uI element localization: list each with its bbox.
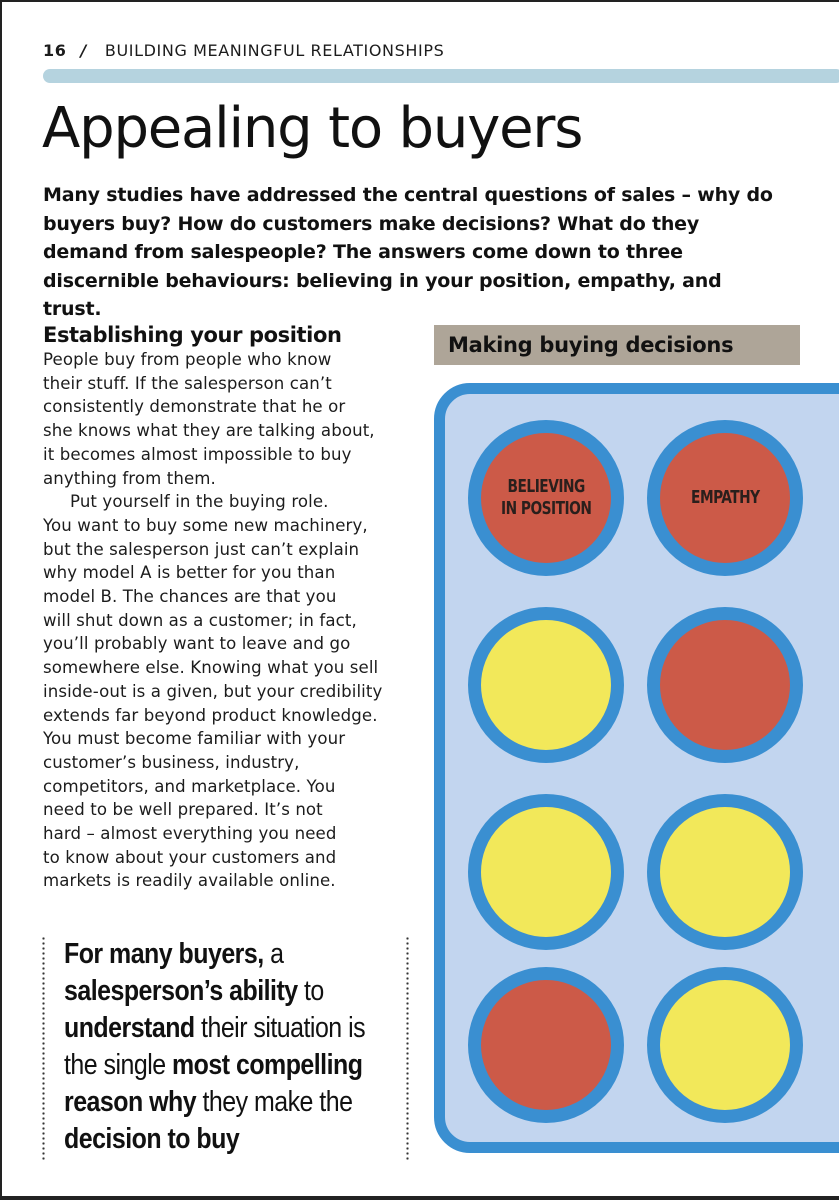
body-line: extends far beyond product knowledge. <box>43 705 378 725</box>
pullquote-line <box>64 1084 356 1121</box>
pullquote-emphasis: For many buyers, <box>64 938 264 970</box>
peg-label: BELIEVING IN POSITION <box>500 476 592 519</box>
body-line: consistently demonstrate that he or <box>43 397 346 417</box>
peg <box>647 794 803 950</box>
body-line: inside-out is a given, but your credibility <box>43 681 383 701</box>
body-line: customer’s business, industry, <box>43 752 300 772</box>
pullquote-line <box>64 1121 356 1158</box>
peg <box>468 607 624 763</box>
pullquote-text: to <box>297 975 324 1007</box>
pullquote-dotted-rule-right <box>406 936 409 1160</box>
intro-paragraph: Many studies have addressed the central questions of sales – why do buyers buy? How do customers make decisions? What do they demand from salespeople? The answers come down to three discernible behaviours: believing in your position, empathy, and trust. <box>43 184 773 320</box>
header-rule <box>43 69 839 83</box>
pullquote-emphasis: decision to buy <box>64 1123 240 1155</box>
body-line: model B. The chances are that you <box>43 587 337 607</box>
body-line: markets is readily available online. <box>43 871 336 891</box>
body-line: You must become familiar with your <box>43 729 346 749</box>
connect-four-board <box>434 383 839 1153</box>
body-text <box>43 348 382 893</box>
body-line: she knows what they are talking about, <box>43 421 375 441</box>
body-line: hard – almost everything you need <box>43 824 337 844</box>
pullquote-line <box>64 1047 363 1084</box>
body-line: somewhere else. Knowing what you sell <box>43 658 379 678</box>
section-heading: Establishing your position <box>43 323 342 347</box>
running-head <box>43 40 444 60</box>
pullquote-emphasis: reason why <box>64 1086 197 1118</box>
diagram-title: Making buying decisions <box>434 325 800 365</box>
peg <box>468 967 624 1123</box>
body-line: competitors, and marketplace. You <box>43 776 336 796</box>
pullquote <box>64 936 366 1158</box>
pullquote-emphasis: understand <box>64 1012 195 1044</box>
body-line: their stuff. If the salesperson can’t <box>43 373 332 393</box>
page-border-bottom <box>0 1196 839 1200</box>
peg-empathy <box>647 420 803 576</box>
pullquote-text: they make the <box>196 1086 353 1118</box>
peg <box>647 967 803 1123</box>
peg <box>468 794 624 950</box>
body-line: You want to buy some new machinery, <box>43 515 368 535</box>
body-line: it becomes almost impossible to buy <box>43 444 352 464</box>
header-separator: / <box>80 40 87 60</box>
page-border-top <box>0 0 839 2</box>
pullquote-emphasis: salesperson’s ability <box>64 975 298 1007</box>
page-border-left <box>0 0 2 1200</box>
pullquote-text: a <box>263 938 284 970</box>
pullquote-dotted-rule-left <box>42 936 45 1160</box>
body-line: need to be well prepared. It’s not <box>43 800 323 820</box>
body-line: why model A is better for you than <box>43 563 336 583</box>
peg-believing-in-position <box>468 420 624 576</box>
peg <box>647 607 803 763</box>
body-line: you’ll probably want to leave and go <box>43 634 351 654</box>
peg-label: EMPATHY <box>690 487 760 508</box>
pullquote-text: the single <box>64 1049 173 1081</box>
body-line: to know about your customers and <box>43 847 337 867</box>
page-number: 16 <box>43 40 67 60</box>
pullquote-text: their situation is <box>194 1012 366 1044</box>
section-label: BUILDING MEANINGFUL RELATIONSHIPS <box>104 40 445 60</box>
body-line: but the salesperson just can’t explain <box>43 539 360 559</box>
body-line: Put yourself in the buying role. <box>70 492 329 512</box>
pullquote-line <box>64 973 356 1010</box>
pullquote-line <box>64 1010 366 1047</box>
body-line: People buy from people who know <box>43 350 332 369</box>
pullquote-line <box>64 936 356 973</box>
pullquote-emphasis: most compelling <box>172 1049 363 1081</box>
body-line: will shut down as a customer; in fact, <box>43 610 357 630</box>
body-line: anything from them. <box>43 468 216 488</box>
page-title: Appealing to buyers <box>42 96 583 161</box>
